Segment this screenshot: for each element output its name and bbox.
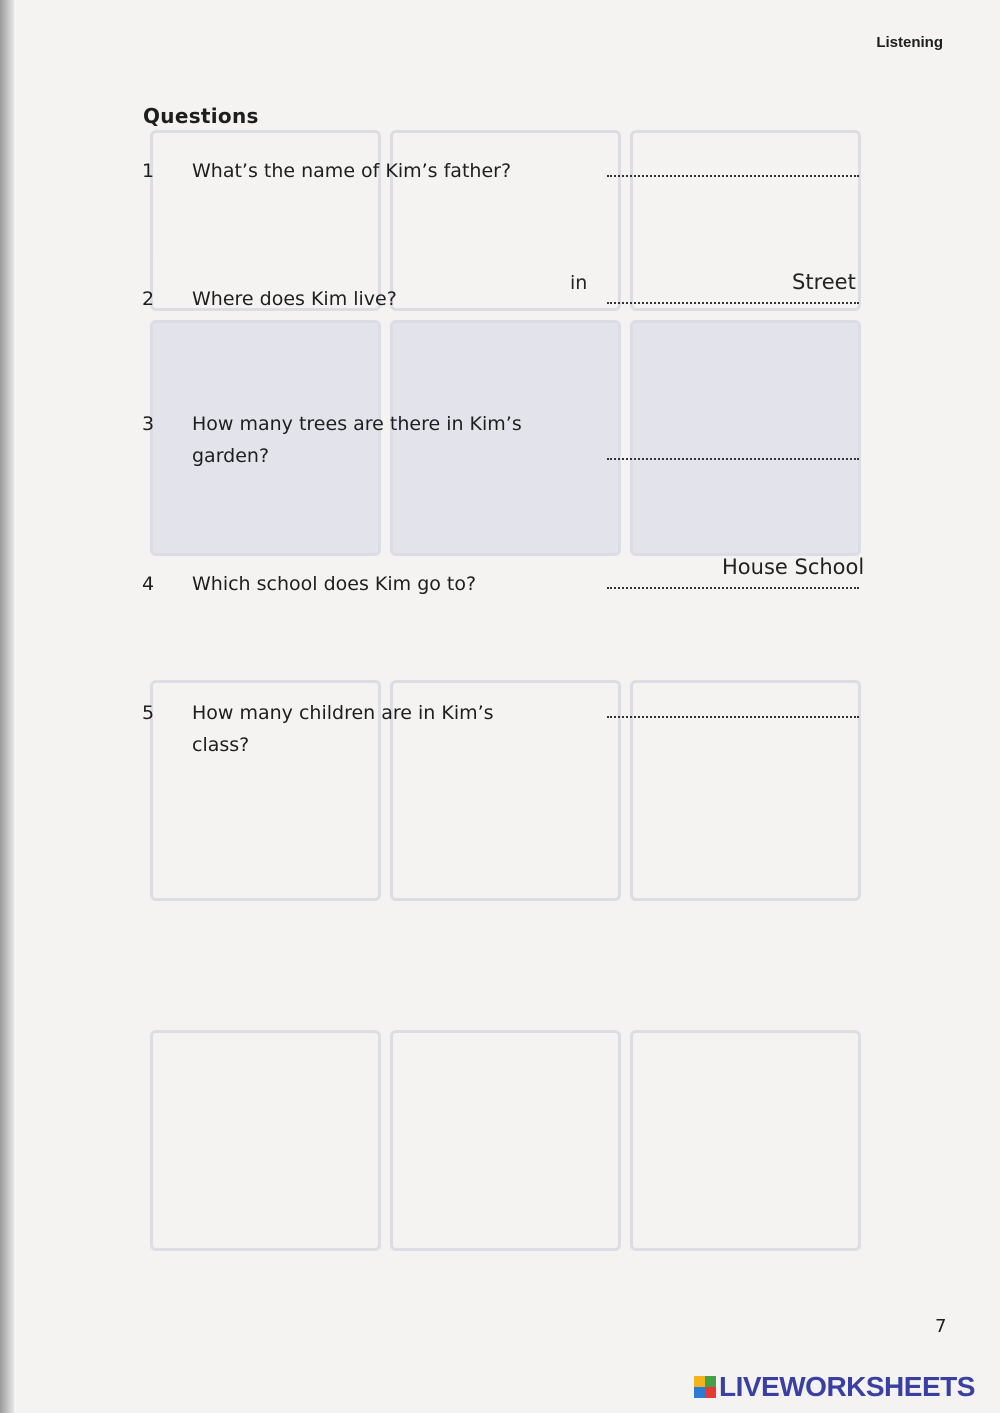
question-4-answer[interactable]: House School: [722, 555, 865, 579]
section-header: Listening: [876, 34, 943, 51]
questions-title: Questions: [143, 104, 259, 128]
question-2-answer[interactable]: Street: [792, 270, 856, 294]
question-1-text: What’s the name of Kim’s father?: [192, 160, 512, 182]
question-3-text: How many trees are there in Kim’s garden?: [192, 413, 522, 467]
question-1-answer-line[interactable]: [607, 173, 859, 177]
question-3-answer-line[interactable]: [607, 456, 859, 460]
question-2-answer-line[interactable]: [607, 300, 859, 304]
liveworksheets-logo: [694, 1371, 975, 1402]
show-through-background: [150, 95, 860, 1295]
question-2-prefix: in: [570, 272, 588, 294]
page-number: 7: [935, 1316, 947, 1337]
question-2-number: 2: [142, 288, 155, 310]
question-3-number: 3: [142, 413, 155, 435]
liveworksheets-logo-icon: [694, 1376, 716, 1398]
question-4-text: Which school does Kim go to?: [192, 573, 477, 595]
question-1-number: 1: [142, 160, 155, 182]
liveworksheets-logo-text: LIVEWORKSHEETS: [719, 1371, 975, 1402]
question-4-number: 4: [142, 573, 155, 595]
question-5-answer-line[interactable]: [607, 714, 859, 718]
question-5-text: How many children are in Kim’s class?: [192, 702, 494, 756]
book-spine-shadow: [0, 0, 14, 1413]
question-4-answer-line[interactable]: [607, 585, 859, 589]
question-5-number: 5: [142, 702, 155, 724]
question-2-text: Where does Kim live?: [192, 288, 397, 310]
